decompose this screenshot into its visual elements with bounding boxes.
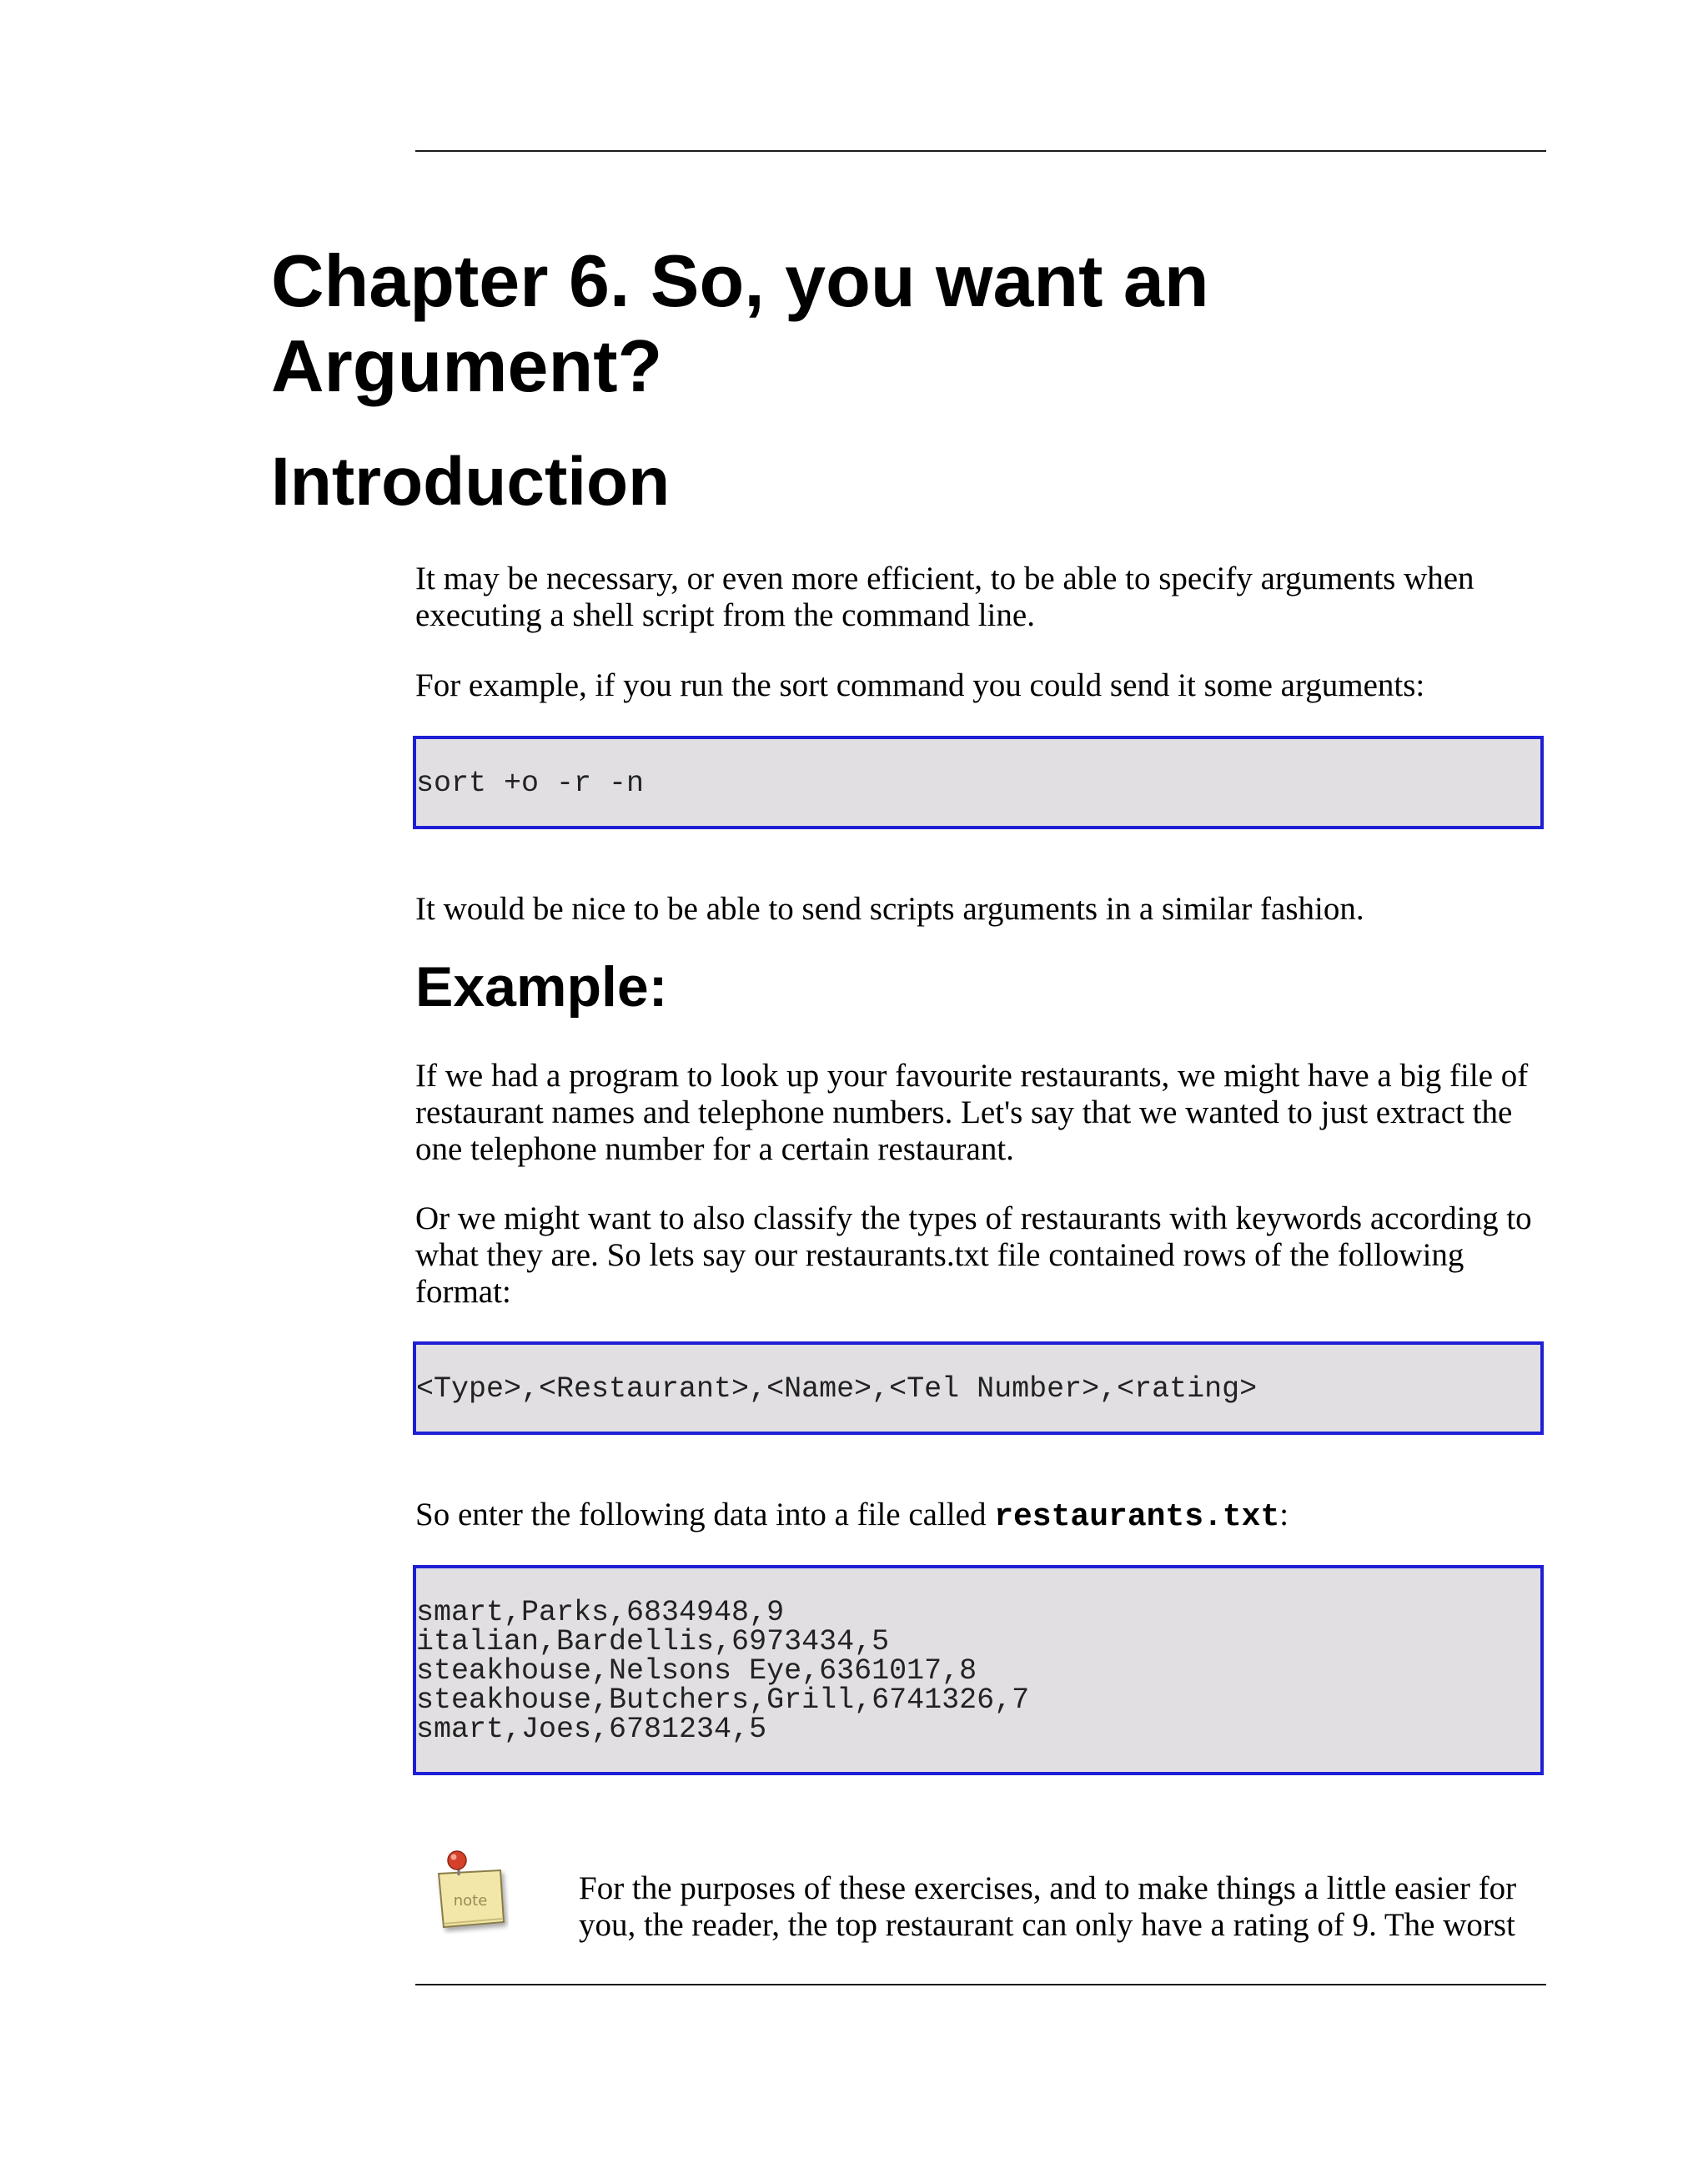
data-line: steakhouse,Nelsons Eye,6361017,8 <box>416 1654 977 1688</box>
intro-paragraph-3: It would be nice to be able to send scripts arguments in a similar fashion. <box>415 891 1364 927</box>
example-paragraph-3-suffix: : <box>1279 1497 1289 1532</box>
section-title: Introduction <box>271 444 671 520</box>
code-block-format <box>413 1341 1544 1435</box>
example-paragraph-2: Or we might want to also classify the types of restaurants with keywords according to what they are. So lets say our restaurants.txt file contained rows of the following format: <box>415 1200 1532 1310</box>
note-text: For the purposes of these exercises, and to make things a little easier for you, the reader, the top restaurant can only have a rating of 9. The worst <box>579 1870 1517 1943</box>
footer-rule <box>415 1984 1546 1985</box>
code-text-data <box>416 1568 1540 1744</box>
note-icon <box>434 1850 509 1934</box>
example-paragraph-3-prefix: So enter the following data into a file called <box>415 1497 995 1532</box>
code-text-format: <Type>,<Restaurant>,<Name>,<Tel Number>,<rating> <box>416 1372 1258 1406</box>
code-block-data <box>413 1565 1544 1775</box>
data-line: italian,Bardellis,6973434,5 <box>416 1625 890 1658</box>
data-line: smart,Parks,6834948,9 <box>416 1596 785 1629</box>
data-line: smart,Joes,6781234,5 <box>416 1713 767 1746</box>
filename-inline-code: restaurants.txt <box>994 1499 1280 1535</box>
example-paragraph-3 <box>415 1497 1550 1536</box>
example-paragraph-1: If we had a program to look up your favourite restaurants, we might have a big file of restaurant names and telephone numbers. Let's say that we wanted to just extract the one telephone number for a certain restaurant. <box>415 1058 1529 1167</box>
intro-paragraph-1: It may be necessary, or even more efficient, to be able to specify arguments when executing a shell script from the command line. <box>415 561 1474 633</box>
chapter-title: Chapter 6. So, you want an Argument? <box>271 239 1209 407</box>
note-icon-label: note <box>453 1892 488 1910</box>
code-text-sort: sort +o -r -n <box>416 767 645 800</box>
header-rule <box>415 150 1546 152</box>
data-line: steakhouse,Butchers,Grill,6741326,7 <box>416 1683 1030 1717</box>
code-block-sort <box>413 736 1544 829</box>
example-heading: Example: <box>415 955 668 1019</box>
intro-paragraph-2: For example, if you run the sort command you could send it some arguments: <box>415 667 1425 703</box>
